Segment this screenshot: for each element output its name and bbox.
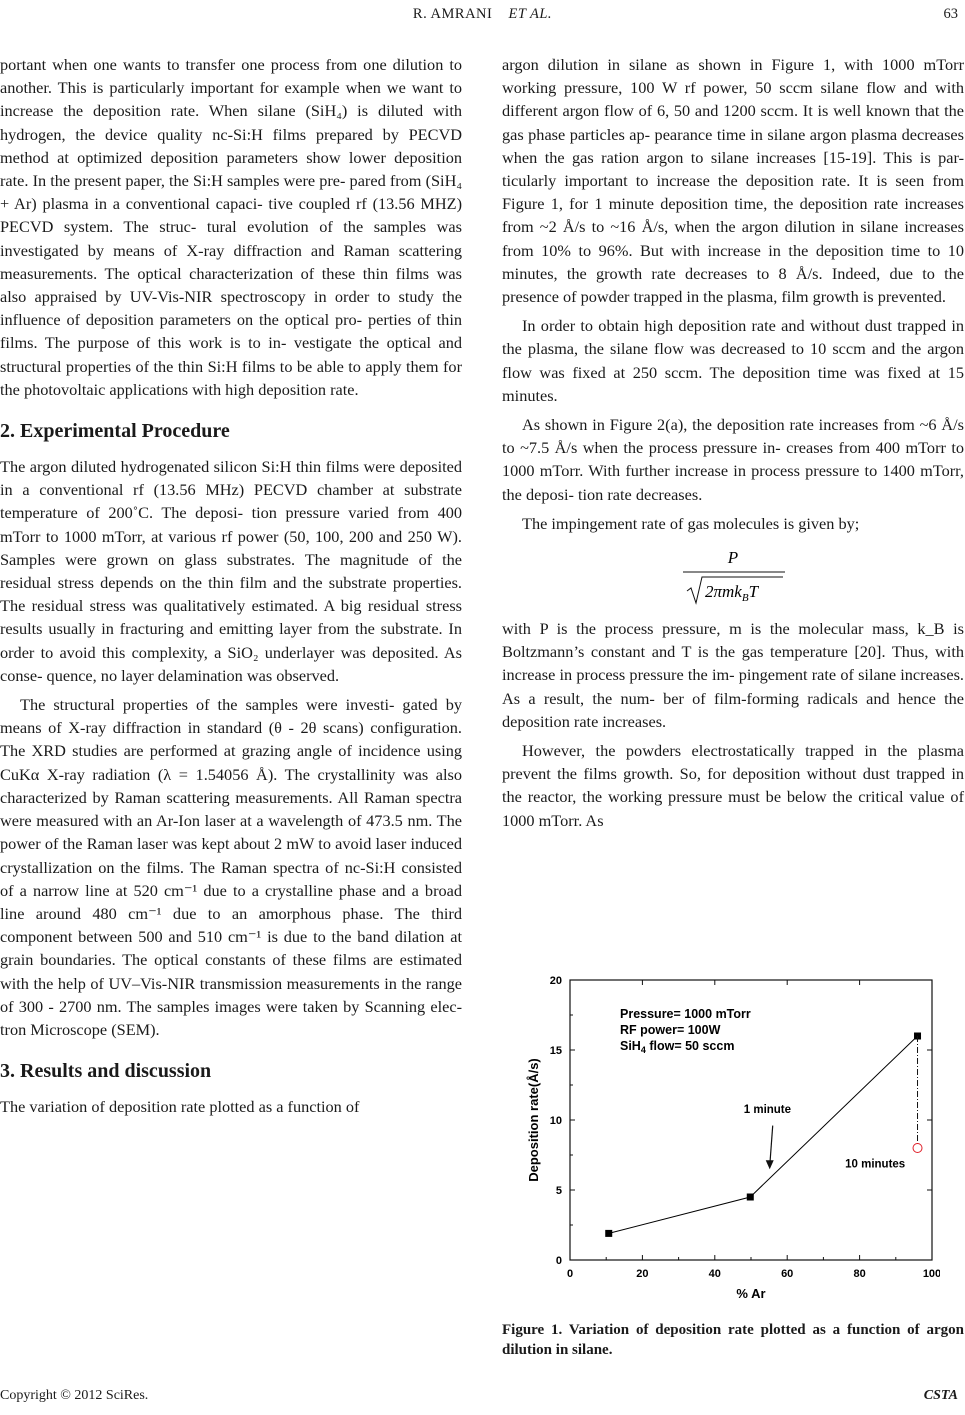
- legend-sih4-flow: SiH$_4$ flow= 50 sccm: [620, 1039, 735, 1055]
- series-line-1-minute: [609, 1036, 918, 1233]
- paragraph: The impingement rate of gas molecules is given by;: [522, 513, 860, 533]
- running-title: R. AMRANI ET AL.: [412, 6, 553, 22]
- paragraph: argon dilution in silane as shown in Figure 1, with 1000 mTorr working pressure, 100 W rf power, 50 sccm silane flow and with different argon flow of 6, 50 and 1200 sccm. It is well known that the gas phase particles ap- pearance time in silane argon plasma decreases when the gas ration argon to silane increases [15-19]. This is par- ticularly important to increase the deposition rate. It is seen from Figure 1, for 1 minute deposition time, the deposition rate increases from ~2 Å/s to ~16 Å/s, when the argon dilution in silane increases from 10% to 96%. But with increase in the deposition time to 10 minutes, the growth rate decreases to 8 Å/s. Indeed, due to the presence of powder trapped in the plasma, film growth is prevented.: [502, 55, 964, 307]
- annotation-10-minutes: 10 minutes: [845, 1158, 906, 1171]
- paragraph: The structural properties of the samples were investi- gated by means of X-ray diffraction in standard (θ - 2θ scans) configuration. The XRD studies are performed at grazing angle of incidence using CuKα X-ray radiation (λ = 1.54056 Å). The crystallinity was also characterized by Raman scattering measurements. All Raman spectra were measured with an Ar-Ion laser at a wavelength of 473.5 nm. The power of the Raman laser was kept about 2 mW to avoid laser induced crystallization on the films. The Raman spectra of nc-Si:H consisted of a narrow line at 520 cm⁻¹ due to a crystalline phase and a broad line around 480 cm⁻¹ due to an amorphous phase. The third component between 500 and 510 cm⁻¹ is due to the band dilation at grain boundaries. The optical constants of these films are estimated with the help of UV–Vis-NIR transmission measurements in the range of 300 - 2700 nm. The samples images were taken by Scanning elec- tron Microscope (SEM).: [0, 695, 462, 1039]
- plot-frame: [570, 980, 932, 1260]
- paragraph: As shown in Figure 2(a), the deposition rate increases from ~6 Å/s to ~7.5 Å/s when the process pressure in- creases from 400 mTorr to 1000 mTorr. With further increase in process pressure to 1400 mTorr, the deposi- tion rate decreases.: [502, 415, 964, 504]
- x-tick-label: 0: [566, 1268, 574, 1280]
- paragraph: However, the powders electrostatically trapped in the plasma prevent the films growth. So, for deposition without dust trapped in the reactor, the working pressure must be below the critical value of 1000 mTorr. As: [502, 741, 964, 830]
- paragraph: The variation of deposition rate plotted as a function of: [0, 1097, 360, 1117]
- data-point-1-minute: [605, 1230, 612, 1237]
- paragraph: In order to obtain high deposition rate and without dust trapped in the plasma, the silane flow was decreased to 10 sccm and the argon flow was fixed at 250 sccm. The deposition time was fixed at 15 minutes.: [502, 316, 964, 405]
- y-axis-label: Deposition rate(Å/s): [526, 1058, 541, 1182]
- page-number: 63: [943, 6, 958, 22]
- paragraph: The argon diluted hydrogenated silicon Si:H thin films were deposited in a conventional rf (13.56 MHz) PECVD chamber at substrate temperature of 200˚C. The deposi- tion pressure varied from 400 mTorr to 1000 mTorr, at various rf power (50, 100, 200 and 250 W). Samples were grown on glass substrates. The magnitude of the residual stress depends on the thin film and the substrate properties. The residual stress was qualitatively estimated. A big residual stress results usually in fracturing and emitting layer from the substrate. In order to avoid this complexity, a SiO₂ underlayer was deposited. As conse- quence, no layer delamination was observed.: [0, 457, 462, 685]
- x-tick-label: 40: [708, 1268, 721, 1280]
- section-heading: 2. Experimental Procedure: [0, 420, 230, 443]
- formula-denominator: 2πmk: [705, 582, 742, 602]
- y-tick-label: 10: [549, 1115, 562, 1127]
- copyright: Copyright © 2012 SciRes.: [0, 1388, 149, 1403]
- formula-numerator: P: [727, 548, 739, 568]
- legend-pressure: Pressure= 1000 mTorr: [620, 1007, 751, 1021]
- deposition-rate-chart: [520, 968, 940, 1313]
- x-tick-label: 60: [781, 1268, 794, 1280]
- y-tick-label: 20: [549, 975, 562, 987]
- paragraph: with P is the process pressure, m is the molecular mass, k_B is Boltzmann’s constant and T is the gas temperature [20]. Thus, with increase in process pressure the im- pingement rate of silane increases. As a result, the num- ber of film-forming radicals and hence the deposition rate increases.: [502, 619, 964, 731]
- x-tick-label: 80: [853, 1268, 866, 1280]
- arrowhead-1-minute: [766, 1160, 774, 1169]
- formula-denominator-sub: B: [741, 592, 749, 605]
- y-tick-label: 5: [555, 1185, 562, 1197]
- data-point-10-minutes: [913, 1144, 922, 1153]
- left-column: [0, 53, 462, 1118]
- figure-caption: Figure 1. Variation of deposition rate plotted as a function of argon dilution in silane.: [502, 1322, 964, 1358]
- page-header: [0, 6, 965, 26]
- right-column: [502, 53, 964, 832]
- x-tick-label: 100: [922, 1268, 940, 1280]
- y-tick-label: 15: [549, 1045, 562, 1057]
- arrow-1-minute: [770, 1126, 773, 1167]
- annotation-1-minute: 1 minute: [743, 1104, 792, 1116]
- paragraph: portant when one wants to transfer one process from one dilution to another. This is particularly important for example when we want to increase the deposition rate. When silane (SiH₄) is diluted with hydrogen, the device quality nc-Si:H films prepared by PECVD method at optimized deposition parameters show lower deposition rate. In the present paper, the Si:H samples were pre- pared from (SiH₄ + Ar) plasma in a conventional capaci- tive coupled rf (13.56 MHZ) PECVD system. The struc- tural evolution of the samples was investigated by means of X-ray diffraction and Raman scattering measurements. The optical characterization of these thin films was also appraised by UV-Vis-NIR spectroscopy in order to study the influence of deposition parameters on the optical pro- perties of thin films. The purpose of this work is to in- vestigate the optical and structural properties of the thin Si:H films to be able to apply them for the photovoltaic applications with high deposition rate.: [0, 55, 462, 399]
- svg-text:2πmkBT: [705, 582, 760, 604]
- formula-denominator-t: T: [748, 582, 759, 602]
- figure-1: [520, 968, 940, 1313]
- data-point-1-minute: [747, 1194, 754, 1201]
- impingement-formula: [502, 545, 964, 609]
- y-tick-label: 0: [555, 1255, 562, 1267]
- legend-rf-power: RF power= 100W: [620, 1023, 721, 1037]
- x-axis-label: % Ar: [736, 1286, 766, 1301]
- section-heading: 3. Results and discussion: [0, 1060, 212, 1083]
- journal-name: CSTA: [923, 1388, 958, 1403]
- x-tick-label: 20: [636, 1268, 649, 1280]
